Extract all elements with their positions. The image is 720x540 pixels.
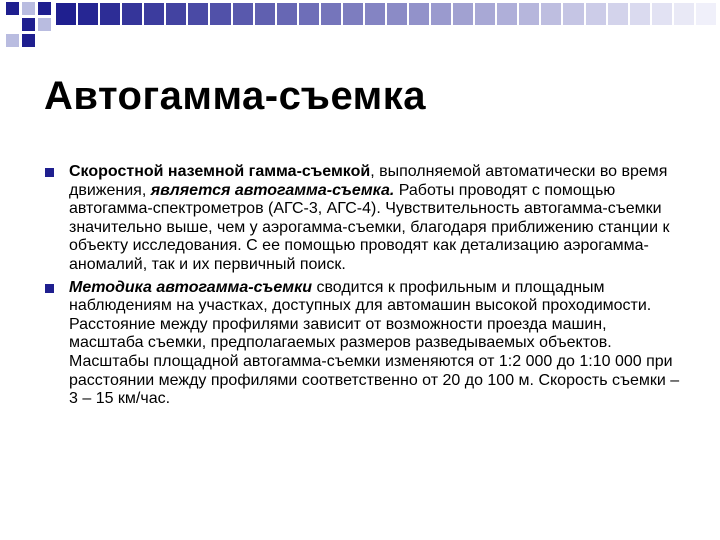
gradient-bar	[56, 3, 716, 25]
decor-square	[38, 18, 51, 31]
gradient-segment	[563, 3, 583, 25]
gradient-segment	[608, 3, 628, 25]
gradient-segment	[144, 3, 164, 25]
square-bullet-icon	[45, 284, 54, 293]
bullet-bold-italic: является автогамма-съемка.	[150, 181, 395, 199]
gradient-segment	[277, 3, 297, 25]
gradient-segment	[122, 3, 142, 25]
gradient-segment	[453, 3, 473, 25]
gradient-segment	[409, 3, 429, 25]
gradient-segment	[255, 3, 275, 25]
gradient-segment	[188, 3, 208, 25]
gradient-segment	[299, 3, 319, 25]
gradient-segment	[497, 3, 517, 25]
gradient-segment	[321, 3, 341, 25]
decor-square	[38, 2, 51, 15]
bullet-text: Работы проводят с помощью автогамма-спектрометров (АГС-3, АГС-4). Чувствительность автогамма-съемки значительно выше, чем у аэрогамма-съемки, благодаря приближению станции к объекту исследования. С ее помощью проводят как детализацию аэрогамма-аномалий, так и их первичный поиск.	[69, 181, 670, 273]
decor-square	[6, 34, 19, 47]
gradient-segment	[343, 3, 363, 25]
gradient-segment	[56, 3, 76, 25]
gradient-segment	[100, 3, 120, 25]
gradient-segment	[586, 3, 606, 25]
gradient-segment	[166, 3, 186, 25]
gradient-segment	[233, 3, 253, 25]
decor-square	[22, 2, 35, 15]
gradient-segment	[365, 3, 385, 25]
bullet-item	[44, 163, 684, 275]
gradient-segment	[387, 3, 407, 25]
decor-square	[22, 34, 35, 47]
gradient-segment	[431, 3, 451, 25]
header-decoration	[0, 0, 720, 50]
gradient-segment	[630, 3, 650, 25]
bullet-item	[44, 279, 684, 409]
decor-square	[6, 2, 19, 15]
bullet-list	[44, 163, 684, 413]
bullet-text: сводится к профильным и площадным наблюдениям на участках, доступных для автомашин высокой проходимости. Расстояние между профилями зависит от возможности проезда машин, масштаба съемки, предполагаемых размеров разведываемых объектов. Масштабы площадной автогамма-съемки изменяются от 1:2 000 до 1:10 000 при расстоянии между профилями соответственно от 20 до 100 м. Скорость съемки – 3 – 15 км/час.	[69, 278, 680, 408]
square-bullet-icon	[45, 168, 54, 177]
bullet-text: , выполняемой автоматически во время движения,	[69, 163, 668, 199]
gradient-segment	[78, 3, 98, 25]
gradient-segment	[674, 3, 694, 25]
gradient-segment	[519, 3, 539, 25]
gradient-segment	[210, 3, 230, 25]
bullet-bold-lead: Скоростной наземной гамма-съемкой	[69, 163, 371, 180]
decor-square	[22, 18, 35, 31]
slide-title: Автогамма-съемка	[44, 74, 427, 118]
gradient-segment	[475, 3, 495, 25]
gradient-segment	[652, 3, 672, 25]
gradient-segment	[696, 3, 716, 25]
gradient-segment	[541, 3, 561, 25]
bullet-bold-italic-lead: Методика автогамма-съемки	[69, 278, 313, 296]
